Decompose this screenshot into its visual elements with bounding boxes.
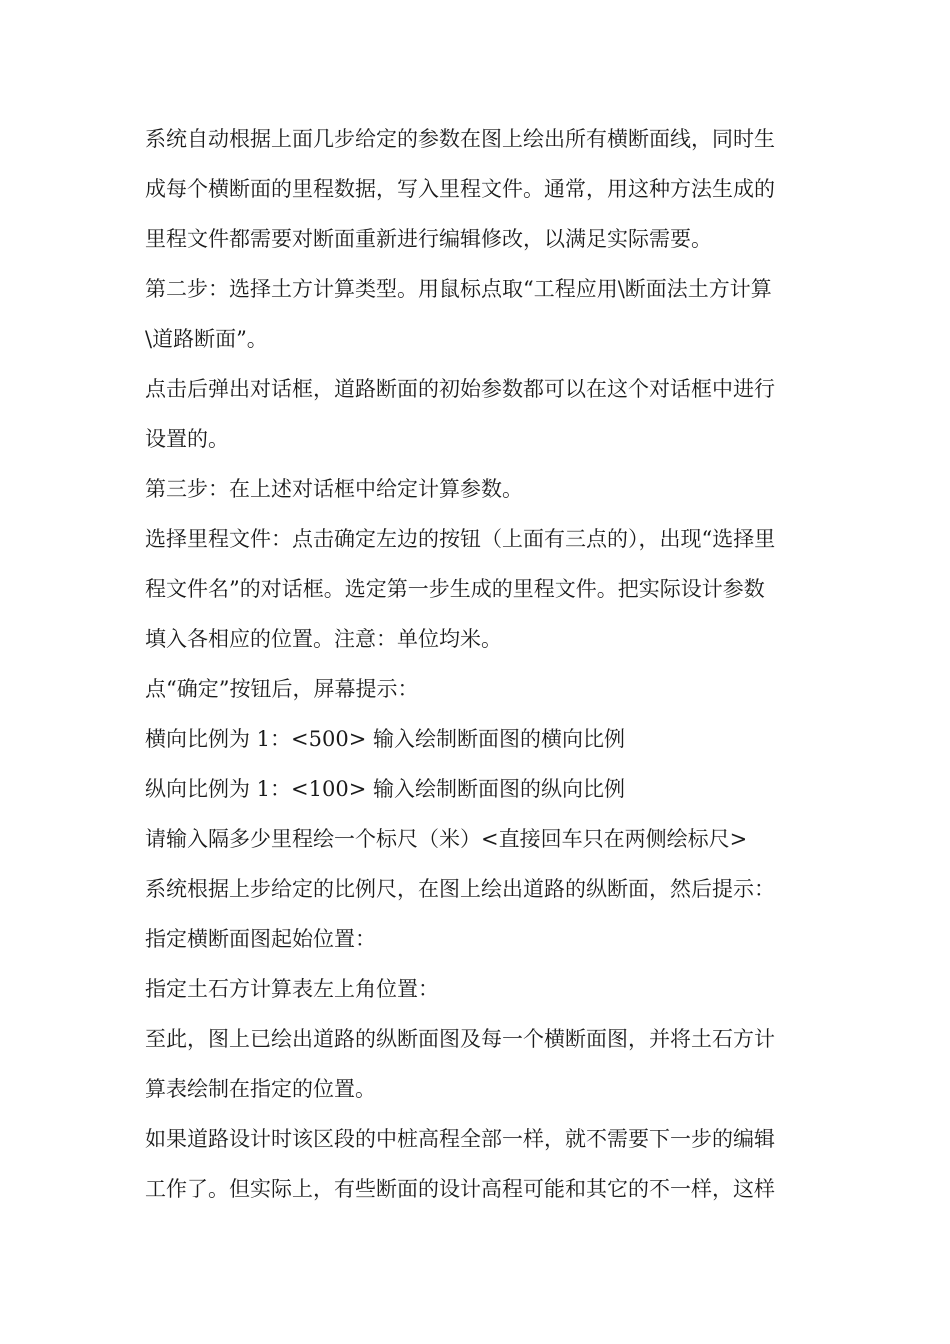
text-line: 工作了。但实际上，有些断面的设计高程可能和其它的不一样，这样	[145, 1177, 775, 1201]
text-line: 请输入隔多少里程绘一个标尺（米）<直接回车只在两侧绘标尺>	[145, 827, 748, 851]
text-line: 第二步：选择土方计算类型。用鼠标点取“工程应用\断面法土方计算	[145, 277, 772, 301]
text-line: 指定土石方计算表左上角位置：	[145, 977, 439, 1001]
text-line: 点“确定”按钮后，屏幕提示：	[145, 677, 419, 701]
text-line: 里程文件都需要对断面重新进行编辑修改，以满足实际需要。	[145, 227, 712, 251]
text-line: 选择里程文件：点击确定左边的按钮（上面有三点的），出现“选择里	[145, 527, 776, 551]
text-line: 点击后弹出对话框，道路断面的初始参数都可以在这个对话框中进行	[145, 377, 775, 401]
text-line: 填入各相应的位置。注意：单位均米。	[145, 627, 502, 651]
text-line: 成每个横断面的里程数据，写入里程文件。通常，用这种方法生成的	[145, 177, 775, 201]
text-line: 设置的。	[145, 427, 229, 451]
text-line: 程文件名”的对话框。选定第一步生成的里程文件。把实际设计参数	[145, 577, 765, 601]
text-line: 系统自动根据上面几步给定的参数在图上绘出所有横断面线，同时生	[145, 127, 775, 151]
text-line: 系统根据上步给定的比例尺，在图上绘出道路的纵断面，然后提示：	[145, 877, 775, 901]
text-line: 至此，图上已绘出道路的纵断面图及每一个横断面图，并将土石方计	[145, 1027, 775, 1051]
text-line: 横向比例为 1：<500> 输入绘制断面图的横向比例	[145, 727, 625, 751]
text-line: 如果道路设计时该区段的中桩高程全部一样，就不需要下一步的编辑	[145, 1127, 775, 1151]
text-line: 算表绘制在指定的位置。	[145, 1077, 376, 1101]
document-body	[145, 114, 810, 1214]
text-line: 第三步：在上述对话框中给定计算参数。	[145, 477, 523, 501]
text-line: \道路断面”。	[145, 327, 268, 351]
text-line: 纵向比例为 1：<100> 输入绘制断面图的纵向比例	[145, 777, 625, 801]
text-line: 指定横断面图起始位置：	[145, 927, 376, 951]
